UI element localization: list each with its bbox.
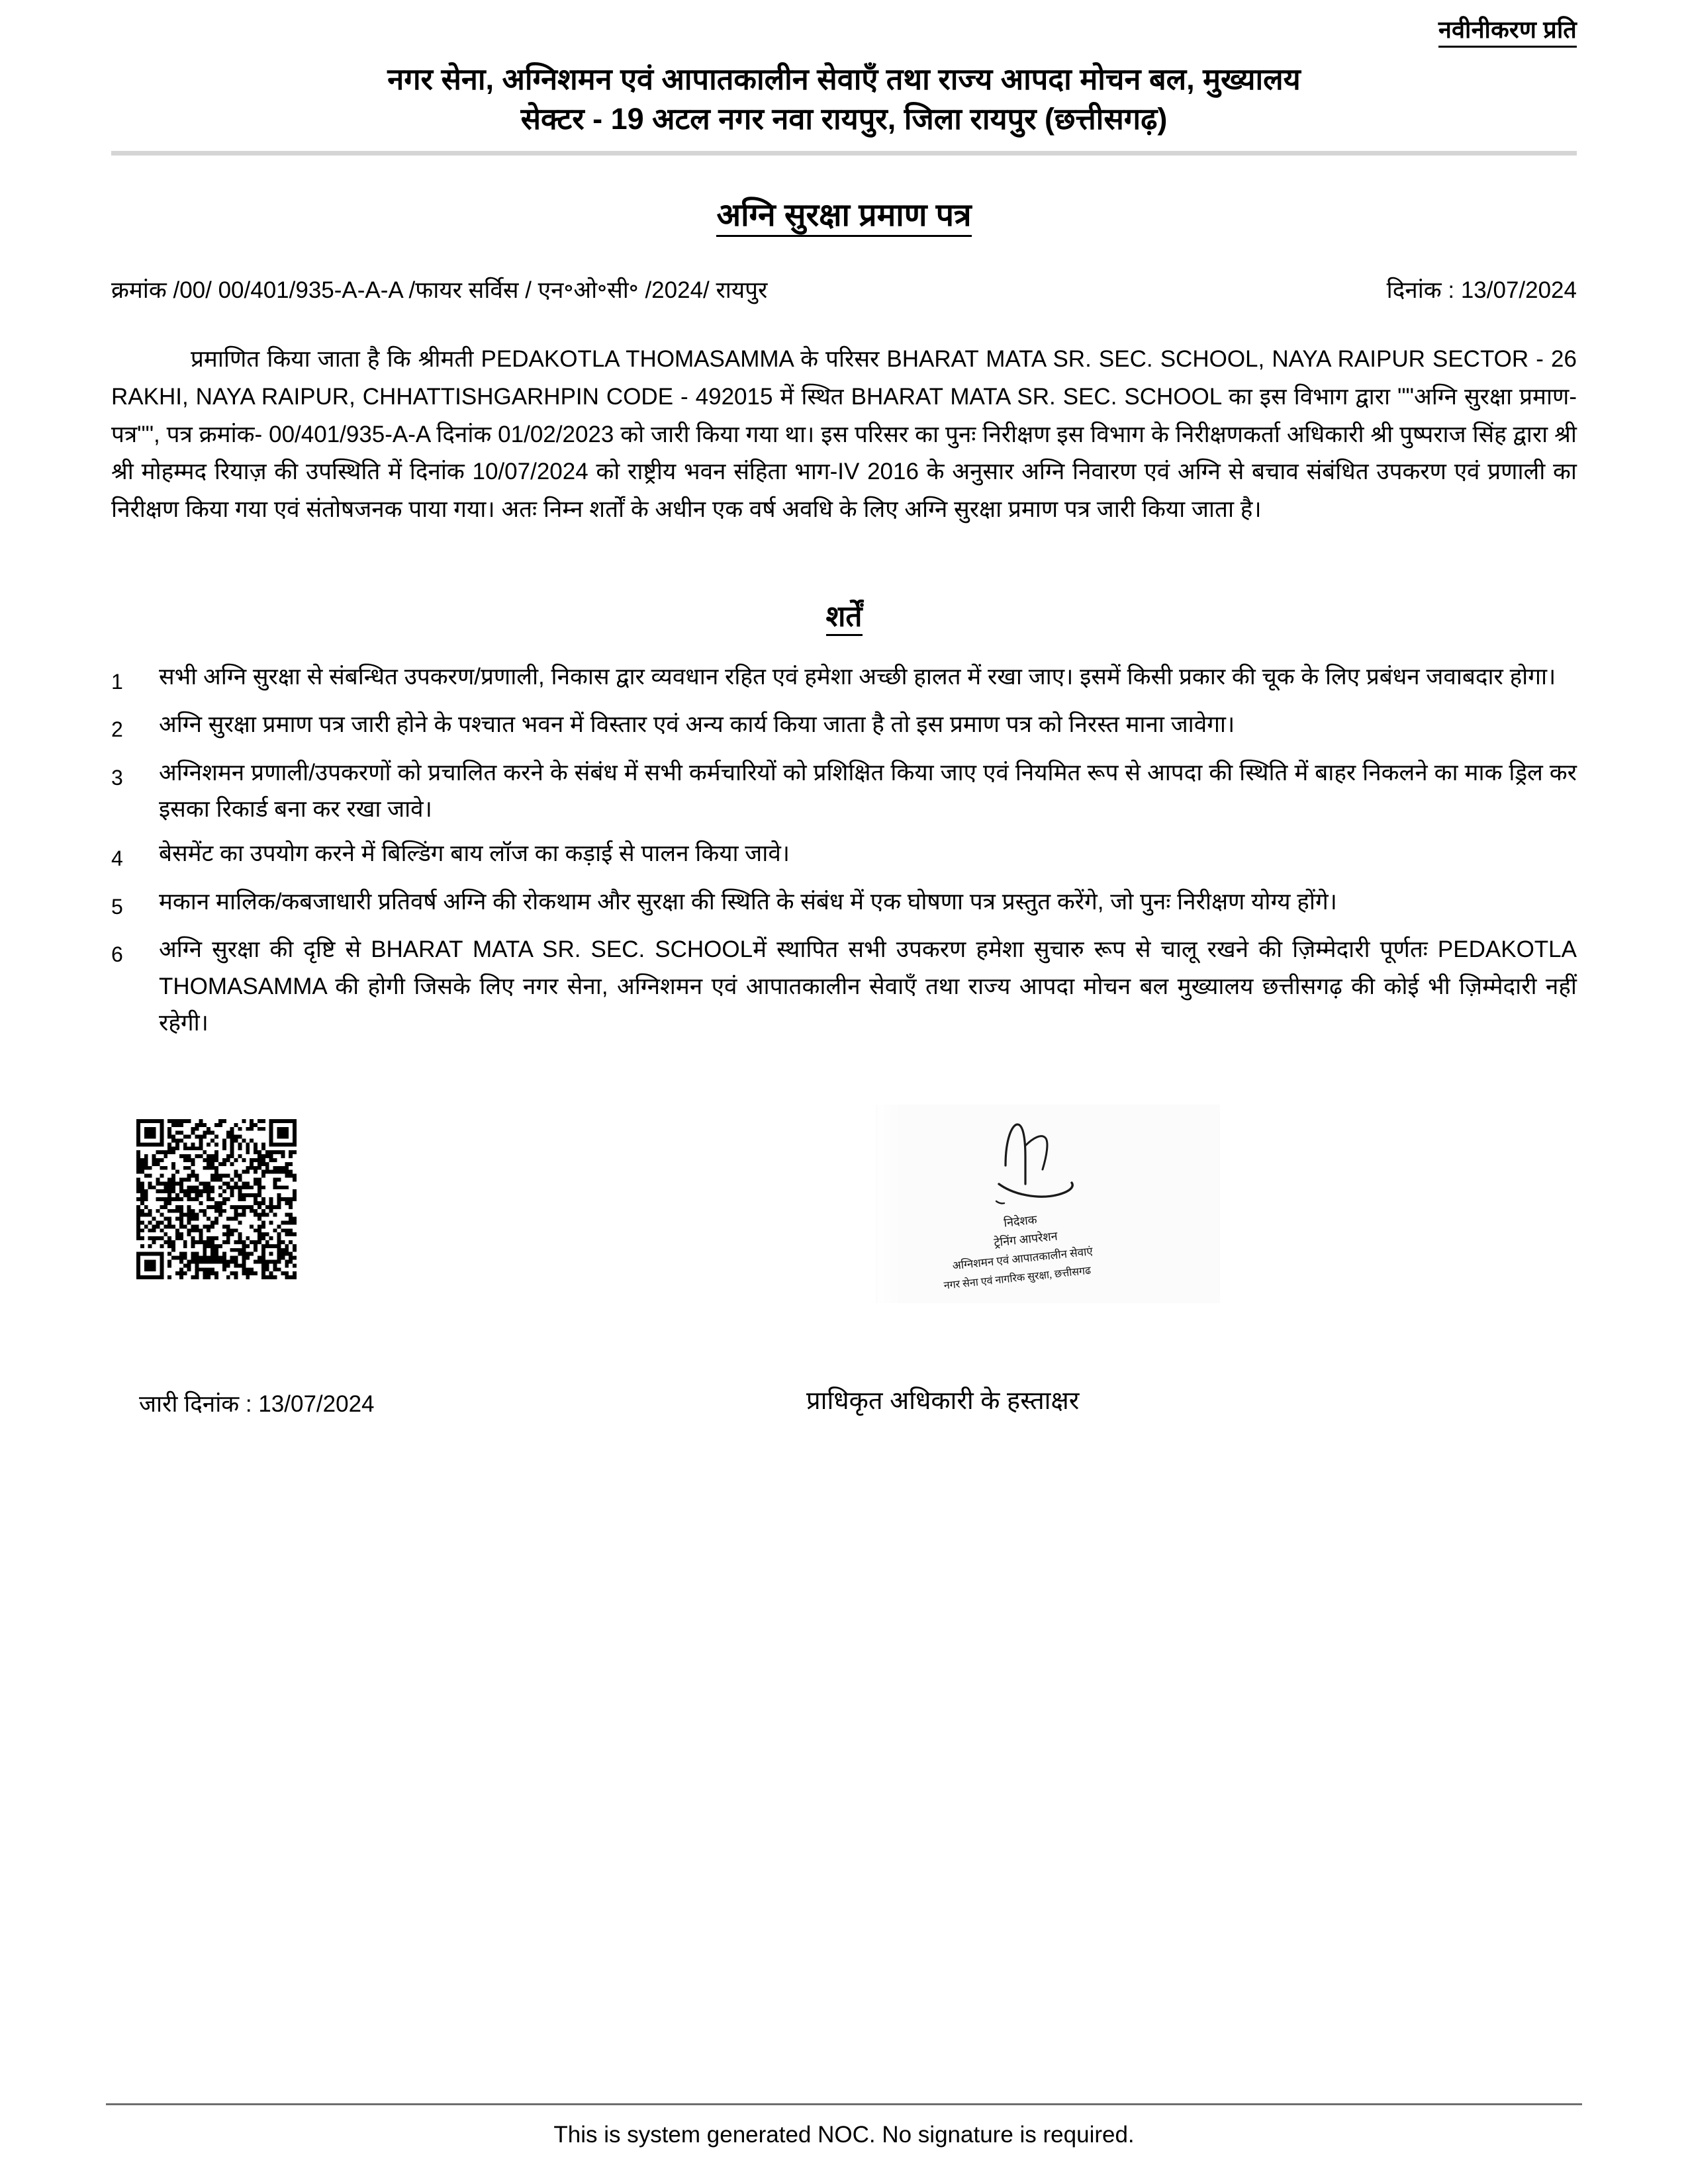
footer-note: This is system generated NOC. No signature is required. [553, 2121, 1135, 2148]
renewal-tag-row [0, 0, 1688, 48]
conditions-heading-text: शर्तें [826, 600, 863, 636]
condition-item [111, 931, 1577, 1041]
condition-number: 5 [111, 894, 123, 919]
qr-code-icon [136, 1119, 297, 1279]
condition-text: बेसमेंट का उपयोग करने में बिल्डिंग बाय लॉज का कड़ाई से पालन किया जावे। [159, 841, 790, 867]
organization-name-line1: नगर सेना, अग्निशमन एवं आपातकालीन सेवाएँ तथा राज्य आपदा मोचन बल, मुख्यालय [387, 62, 1301, 96]
organization-header [111, 60, 1577, 156]
stamp-line-4: नगर सेना एवं नागरिक सुरक्षा, छत्तीसगढ [943, 1265, 1092, 1293]
condition-text: सभी अग्नि सुरक्षा से संबन्धित उपकरण/प्रणाली, निकास द्वार व्यवधान रहित एवं हमेशा अच्छी हालत में रखा जाए। इसमें किसी प्रकार की चूक के लिए प्रबंधन जवाबदार होगा। [159, 663, 1556, 690]
conditions-list [111, 659, 1577, 1042]
issue-date-footer: जारी दिनांक : 13/07/2024 [139, 1391, 375, 1418]
verification-block [111, 1105, 1577, 1389]
condition-number: 1 [111, 669, 123, 694]
condition-text: अग्नि सुरक्षा की दृष्टि से BHARAT MATA SR. SEC. SCHOOLमें स्थापित सभी उपकरण हमेशा सुचारु रूप से चालू रखने की ज़िम्मेदारी पूर्णतः PEDAKOTLA THOMASAMMA की होगी जिसके लिए नगर सेना, अग्निशमन एवं आपातकालीन सेवाएँ तथा राज्य आपदा मोचन बल मुख्यालय छत्तीसगढ़ की कोई भी ज़िम्मेदारी नहीं रहेगी। [159, 936, 1577, 1036]
reference-row [111, 275, 1577, 306]
stamp-line-1: निदेशक [1003, 1212, 1038, 1230]
issue-date: दिनांक : 13/07/2024 [1386, 277, 1577, 303]
stamp-line-2: ट्रेनिंग आपरेशन [993, 1229, 1058, 1250]
page-title [0, 193, 1688, 236]
condition-item [111, 706, 1577, 747]
stamp-line-3: अग्निशमन एवं आपातकालीन सेवाएं [951, 1245, 1094, 1273]
certificate-title-text: अग्नि सुरक्षा प्रमाण पत्र [716, 198, 971, 237]
organization-address-line2: सेक्टर - 19 अटल नगर नवा रायपुर, जिला रायपुर (छत्तीसगढ़) [520, 101, 1168, 136]
qr-code-wrapper [136, 1119, 297, 1279]
signature-wrapper [876, 1105, 1220, 1303]
condition-item [111, 835, 1577, 876]
condition-item [111, 884, 1577, 924]
renewal-tag: नवीनीकरण प्रति [1438, 15, 1577, 48]
condition-number: 2 [111, 717, 123, 742]
condition-text: मकान मालिक/कबजाधारी प्रतिवर्ष अग्नि की रोकथाम और सुरक्षा की स्थिति के संबंध में एक घोषणा पत्र प्रस्तुत करेंगे, जो पुनः निरीक्षण योग्य होंगे। [159, 888, 1337, 915]
condition-item [111, 659, 1577, 699]
certificate-body-paragraph: प्रमाणित किया जाता है कि श्रीमती PEDAKOTLA THOMASAMMA के परिसर BHARAT MATA SR. SEC. SCHOOL, NAYA RAIPUR SECTOR - 26 RAKHI, NAYA RAIPUR, CHHATTISHGARHPIN CODE - 492015 में स्थित BHARAT MATA SR. SEC. SCHOOL का इस विभाग द्वारा ""अग्नि सुरक्षा प्रमाण-पत्र"", पत्र क्रमांक- 00/401/935-A-A दिनांक 01/02/2023 को जारी किया गया था। इस परिसर का पुनः निरीक्षण इस विभाग के निरीक्षणकर्ता अधिकारी श्री पुष्पराज सिंह द्वारा श्री श्री मोहम्मद रियाज़ की उपस्थिति में दिनांक 10/07/2024 को राष्ट्रीय भवन संहिता भाग-IV 2016 के अनुसार अग्नि निवारण एवं अग्नि से बचाव संबंधित उपकरण एवं प्रणाली का निरीक्षण किया गया एवं संतोषजनक पाया गया। अतः निम्न शर्तों के अधीन एक वर्ष अवधि के लिए अग्नि सुरक्षा प्रमाण पत्र जारी किया जाता है। [111, 346, 1577, 522]
authorized-signature-label: प्राधिकृत अधिकारी के हस्ताक्षर [806, 1387, 1080, 1416]
condition-text: अग्नि सुरक्षा प्रमाण पत्र जारी होने के पश्चात भवन में विस्तार एवं अन्य कार्य किया जाता है तो इस प्रमाण पत्र को निरस्त माना जावेगा। [159, 711, 1235, 738]
conditions-heading [0, 595, 1688, 635]
reference-number: क्रमांक /00/ 00/401/935-A-A-A /फायर सर्विस / एन॰ओ॰सी॰ /2024/ रायपुर [111, 277, 768, 303]
condition-text: अग्निशमन प्रणाली/उपकरणों को प्रचालित करने के संबंध में सभी कर्मचारियों को प्रशिक्षित किया जाए एवं नियमित रूप से आपदा की स्थिति में बाहर निकलने का माक ड्रिल कर इसका रिकार्ड बना कर रखा जावे। [159, 759, 1577, 823]
page-footer [0, 2103, 1688, 2150]
condition-item [111, 754, 1577, 828]
condition-number: 6 [111, 942, 123, 967]
footer-divider [106, 2103, 1582, 2105]
condition-number: 3 [111, 765, 123, 790]
condition-number: 4 [111, 846, 123, 871]
issue-signature-row [111, 1389, 1577, 1435]
signature-icon [876, 1105, 1220, 1303]
